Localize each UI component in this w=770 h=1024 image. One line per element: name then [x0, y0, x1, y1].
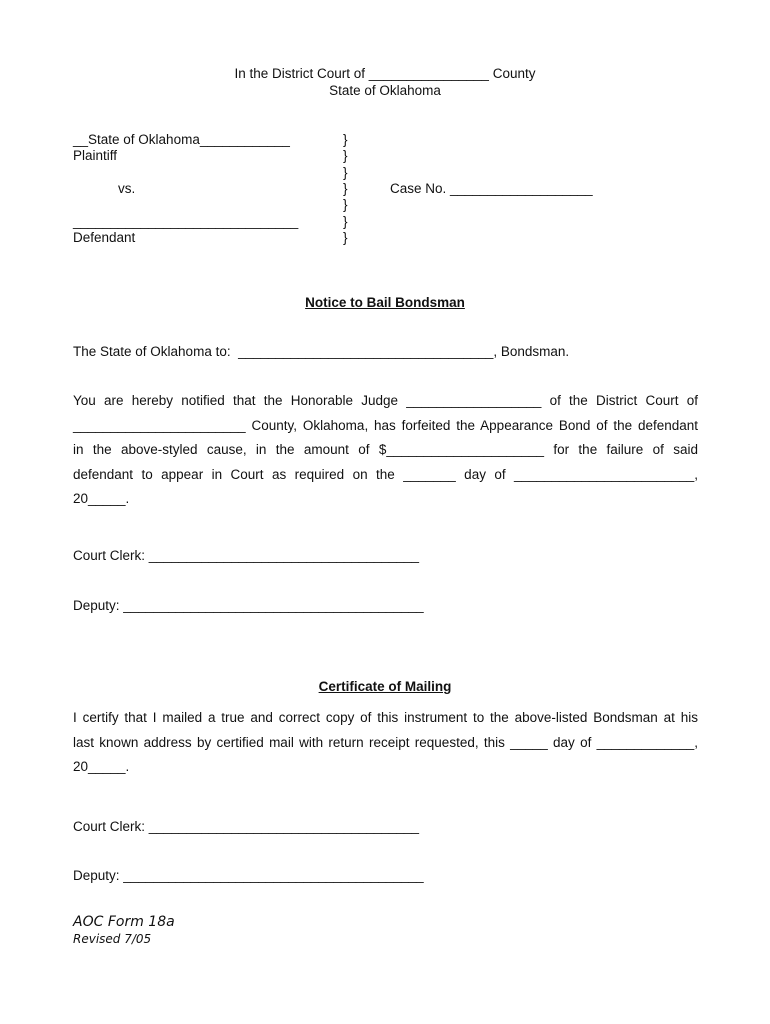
notice-body-line: defendant to appear in Court as required on the _______ day of ________________________,: [73, 466, 698, 482]
form-identifier: AOC Form 18a: [73, 914, 175, 930]
notice-body-line: 20_____.: [73, 491, 130, 506]
notice-body-line: _______________________ County, Oklahoma, has forfeited the Appearance Bond of the defendant: [73, 417, 698, 433]
certificate-deputy-line: Deputy: ________________________________________: [73, 868, 424, 883]
state-heading: State of Oklahoma: [329, 83, 441, 98]
form-revision: Revised 7/05: [73, 932, 152, 946]
versus-label: vs.: [118, 181, 136, 196]
court-heading: In the District Court of ________________ County: [234, 66, 536, 81]
plaintiff-label: Plaintiff: [73, 148, 118, 163]
plaintiff-name: __State of Oklahoma____________: [73, 132, 290, 147]
notice-deputy-line: Deputy: ________________________________________: [73, 598, 424, 613]
caption-brace: }: [343, 148, 348, 163]
defendant-blank: ______________________________: [73, 214, 299, 229]
certificate-body-line: 20_____.: [73, 759, 130, 774]
certificate-court-clerk-line: Court Clerk: ____________________________________: [73, 819, 420, 834]
certificate-title: Certificate of Mailing: [318, 679, 452, 694]
notice-addressee: The State of Oklahoma to: __________________________________, Bondsman.: [73, 344, 570, 359]
case-number: Case No. ___________________: [390, 181, 593, 196]
caption-brace: }: [343, 214, 348, 229]
caption-brace: }: [343, 132, 348, 147]
notice-body: [73, 389, 698, 512]
caption-brace: }: [343, 230, 348, 245]
notice-body-line: You are hereby notified that the Honorable Judge __________________ of the District Court of: [73, 393, 698, 408]
certificate-body-line: last known address by certified mail with return receipt requested, this _____ day of _____________,: [73, 734, 698, 750]
defendant-label: Defendant: [73, 230, 136, 245]
notice-body-line: in the above-styled cause, in the amount of $_____________________ for the failure of said: [73, 442, 698, 457]
caption-brace: }: [343, 165, 348, 180]
caption-brace: }: [343, 197, 348, 212]
notice-court-clerk-line: Court Clerk: ____________________________________: [73, 548, 420, 563]
notice-title: Notice to Bail Bondsman: [305, 295, 465, 310]
certificate-body: [73, 706, 698, 780]
caption-brace: }: [343, 181, 348, 196]
certificate-body-line: I certify that I mailed a true and correct copy of this instrument to the above-listed Bondsman at his: [73, 710, 698, 725]
